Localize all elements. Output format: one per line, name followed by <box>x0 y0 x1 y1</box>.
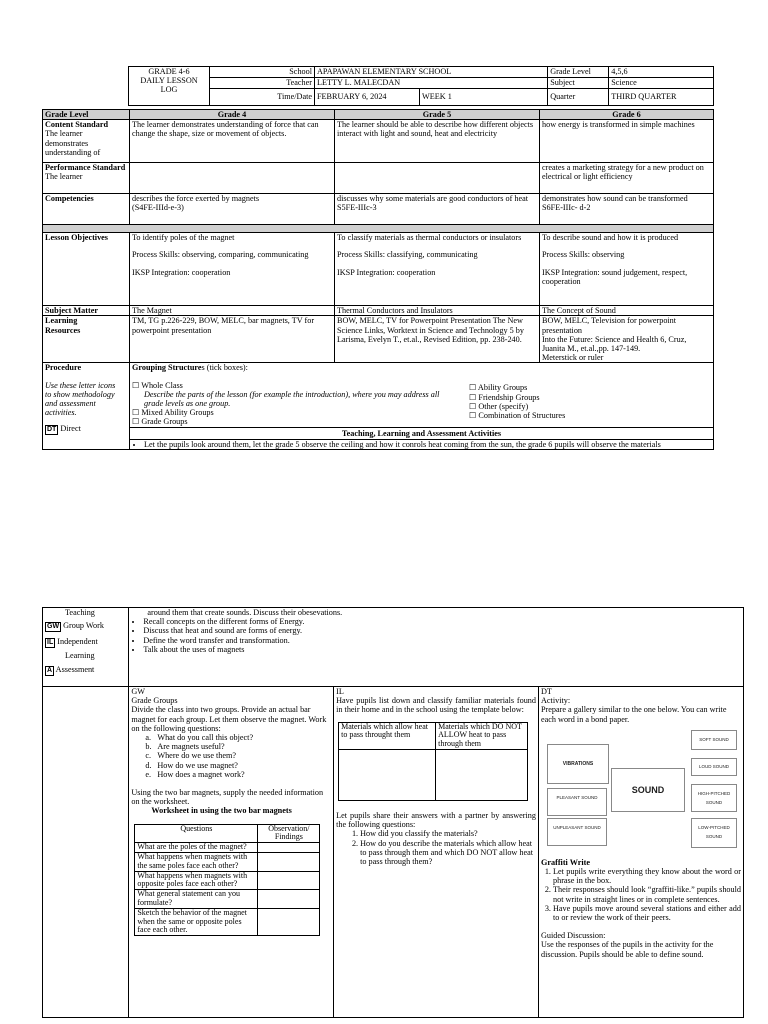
other-checkbox[interactable]: ☐ Other (specify) <box>469 401 529 411</box>
header-table <box>128 66 714 106</box>
grade4-activity <box>129 687 334 1018</box>
methodology-legend <box>43 608 129 687</box>
whole-class-checkbox[interactable]: ☐ Whole Class <box>132 380 183 390</box>
grade5-activity <box>334 687 539 1018</box>
objectives-g5: To classify materials as thermal conductors or insulators Process Skills: classifying, communicating IKSP Integration: cooperation <box>335 233 540 306</box>
grouping-options-right <box>469 383 565 420</box>
teacher-value: LETTY L. MALECDAN <box>315 78 548 89</box>
il-badge-icon: IL <box>47 639 54 647</box>
g4-title: Grade Groups <box>131 696 178 706</box>
grouping-title: Grouping Structures (tick boxes): <box>132 363 248 373</box>
list-item: 2. How do you describe the materials which allow heat to pass through them and which DO NOT allow heat to pass through them? <box>360 839 536 867</box>
time-label: Time/Date <box>210 89 315 106</box>
g6-code: DT <box>541 687 552 696</box>
g5-intro: Have pupils list down and classify familiar materials found in their home and in the school using the template below: <box>336 696 536 715</box>
grade5-head: Grade 5 <box>335 110 540 120</box>
subject-value: Science <box>609 78 714 89</box>
graffiti-steps <box>541 867 741 922</box>
grade-level-head: Grade Level <box>43 110 130 120</box>
list-item: 2. Their responses should look “graffiti-like.” pupils should not write in straight lines or in complete sentences. <box>553 885 741 903</box>
subject-matter-label: Subject Matter <box>43 306 130 316</box>
competencies-g5: discusses why some materials are good conductors of heat S5FE-IIIc-3 <box>335 194 540 225</box>
week-value: WEEK 1 <box>420 89 548 106</box>
resources-label: Learning Resources <box>43 316 130 363</box>
content-standard-label: Content Standard The learner demonstrates understanding of <box>43 120 130 163</box>
dt-badge-icon: DT <box>47 426 57 434</box>
list-item: 3. Have pupils move around several stations and either add to or review the work of their peers. <box>553 904 741 922</box>
graffiti-title: Graffiti Write <box>541 857 591 867</box>
table-row: What general statement can you formulate? <box>135 890 258 909</box>
gw-legend: GW Group Work <box>47 621 104 631</box>
procedure-note: Use these letter icons to show methodology and assessment activities. <box>45 380 116 418</box>
grade4-head: Grade 4 <box>130 110 335 120</box>
objectives-label: Lesson Objectives <box>43 233 130 306</box>
gw-badge-icon: GW <box>47 623 60 631</box>
resources-g5: BOW, MELC, TV for Powerpoint Presentation The New Science Links, Worktext in Science and Technology 5 by Larisma, Evelyn T., et.al., Revised Edition, pp. 238-240. <box>335 316 540 363</box>
g4-supply: Using the two bar magnets, supply the needed information on the worksheet. <box>131 788 324 807</box>
gallery-sound: SOUND <box>611 768 685 812</box>
answer-cell[interactable] <box>258 890 320 909</box>
ws-head-questions: Questions <box>135 824 258 843</box>
grade-groups-checkbox[interactable]: ☐ Grade Groups <box>132 417 188 427</box>
guided-title: Guided Discussion: <box>541 931 606 941</box>
continuation-line: around them that create sounds. Discuss their obesevations. <box>147 608 343 617</box>
list-item: 1. Let pupils write everything they know about the word or phrase in the box. <box>553 867 741 885</box>
g5-template-table <box>338 722 528 801</box>
gallery-low: LOW-PITCHED SOUND <box>691 818 737 848</box>
ws-head-observation: Observation/ Findings <box>258 824 320 843</box>
table-row: What happens when magnets with opposite poles face each other? <box>135 871 258 890</box>
grouping-cell <box>130 363 714 427</box>
content-standard-g4: The learner demonstrates understanding of force that can change the shape, size or movement of objects. <box>130 120 335 163</box>
page2-table <box>42 607 744 1018</box>
a-legend: A Assessment <box>47 665 95 675</box>
empty-left-cell <box>43 687 129 1018</box>
mixed-ability-checkbox[interactable]: ☐ Mixed Ability Groups <box>132 408 214 418</box>
quarter-label: Quarter <box>548 89 609 106</box>
whole-class-desc: Describe the parts of the lesson (for example the introduction), where you may address all grade levels as one group. <box>144 389 440 409</box>
competencies-g6: demonstrates how sound can be transformed S6FE-IIIc- d-2 <box>540 194 714 225</box>
procedure-label: Procedure <box>45 363 82 373</box>
competencies-g4: describes the force exerted by magnets (S4FE-IIId-e-3) <box>130 194 335 225</box>
performance-standard-label: Performance Standard The learner <box>43 163 130 194</box>
content-standard-g5: The learner should be able to describe how different objects interact with light and sound, heat and electricity <box>335 120 540 163</box>
a-badge-icon: A <box>47 667 53 675</box>
g5-head-allow: Materials which allow heat to pass throught them <box>339 722 436 749</box>
dll-title: GRADE 4-6 DAILY LESSON LOG <box>129 67 210 106</box>
il-label-2: Learning <box>65 651 95 661</box>
resources-g6: BOW, MELC, Television for powerpoint presentation Into the Future: Science and Health 6, Cruz, Juanita M., et.al.,pp. 147-149. Meterstick or ruler <box>540 316 714 363</box>
g5-answer-not-allow[interactable] <box>436 750 528 801</box>
table-row: What are the poles of the magnet? <box>135 843 258 853</box>
teaching-label: Teaching <box>65 608 95 617</box>
g4-intro: Divide the class into two groups. Provide an actual bar magnet for each group. Let them observe the magnet. Work on the following questions: <box>131 705 327 733</box>
dt-legend: DT Direct <box>47 424 81 434</box>
answer-cell[interactable] <box>258 908 320 935</box>
subject-matter-g4: The Magnet <box>130 306 335 316</box>
competencies-label: Competencies <box>43 194 130 225</box>
subject-label: Subject <box>548 78 609 89</box>
bullet-item: • Define the word transfer and transformation. <box>143 636 741 645</box>
tla-title: Teaching, Learning and Assessment Activities <box>130 427 714 439</box>
bullet-item: • Talk about the uses of magnets <box>143 645 741 654</box>
table-row: What happens when magnets with the same poles face each other? <box>135 853 258 872</box>
gallery-soft: SOFT SOUND <box>691 730 737 750</box>
g6-activity-label: Activity: <box>541 696 571 706</box>
ability-groups-checkbox[interactable]: ☐ Ability Groups <box>469 383 528 393</box>
bullet-item: • Recall concepts on the different forms of Energy. <box>143 617 741 626</box>
grade6-head: Grade 6 <box>540 110 714 120</box>
answer-cell[interactable] <box>258 843 320 853</box>
combination-checkbox[interactable]: ☐ Combination of Structures <box>469 411 566 421</box>
continuation-cell <box>129 608 744 687</box>
g5-head-not-allow: Materials which DO NOT ALLOW heat to pass through them <box>436 722 528 749</box>
performance-standard-g6: creates a marketing strategy for a new product on electrical or light efficiency <box>540 163 714 194</box>
gallery-pleasant: PLEASANT SOUND <box>547 788 607 816</box>
subject-matter-g6: The Concept of Sound <box>540 306 714 316</box>
friendship-groups-checkbox[interactable]: ☐ Friendship Groups <box>469 392 540 402</box>
grade-level-value: 4,5,6 <box>609 67 714 78</box>
grade-level-label: Grade Level <box>548 67 609 78</box>
performance-standard-g5 <box>335 163 540 194</box>
school-label: School <box>210 67 315 78</box>
g5-question-list <box>336 829 536 866</box>
objectives-g6: To describe sound and how it is produced Process Skills: observing IKSP Integration: sound judgement, respect, cooperation <box>540 233 714 306</box>
tla-bullet: • Let the pupils look around them, let the grade 5 observe the ceiling and how it conrols heat coming from the sun, the grade 6 pupils will observe the materials <box>144 440 711 449</box>
gallery-vibrations: VIBRATIONS <box>547 744 609 784</box>
sound-gallery <box>541 728 741 854</box>
g4-code: GW <box>131 687 145 696</box>
g4-question-list: a. What do you call this object? b. Are magnets useful? c. Where do we use them? d. How do we use magnet? e. How does a magnet work? <box>145 733 254 779</box>
answer-cell[interactable] <box>258 853 320 872</box>
il-legend: IL Independent <box>47 637 98 647</box>
table-row: Sketch the behavior of the magnet when the same or opposite poles face each other. <box>135 908 258 935</box>
subject-matter-g5: Thermal Conductors and Insulators <box>335 306 540 316</box>
resources-g4: TM, TG p.226-229, BOW, MELC, bar magnets, TV for powerpoint presentation <box>130 316 335 363</box>
performance-standard-g4 <box>130 163 335 194</box>
answer-cell[interactable] <box>258 871 320 890</box>
school-value: APAPAWAN ELEMENTARY SCHOOL <box>315 67 548 78</box>
g5-answer-allow[interactable] <box>339 750 436 801</box>
content-standard-g6: how energy is transformed in simple machines <box>540 120 714 163</box>
quarter-value: THIRD QUARTER <box>609 89 714 106</box>
g4-worksheet-title: Worksheet in using the two bar magnets <box>151 806 292 816</box>
g6-intro: Prepare a gallery similar to the one below. You can write each word in a bond paper. <box>541 705 727 724</box>
procedure-label-cell <box>43 363 130 449</box>
date-value: FEBRUARY 6, 2024 <box>315 89 420 106</box>
guided-text: Use the responses of the pupils in the activity for the discussion. Pupils should be able to define sound. <box>541 940 714 959</box>
grade6-activity <box>539 687 744 1018</box>
gallery-loud: LOUD SOUND <box>691 758 737 776</box>
gallery-high: HIGH-PITCHED SOUND <box>691 784 737 812</box>
bullet-item: • Discuss that heat and sound are forms of energy. <box>143 626 741 635</box>
gallery-unpleasant: UNPLEASANT SOUND <box>547 818 607 846</box>
tla-bullet-cell <box>130 439 714 449</box>
g4-worksheet-table <box>134 824 320 937</box>
separator-row <box>43 225 714 233</box>
g5-code: IL <box>336 687 344 696</box>
objectives-g4: To identify poles of the magnet Process Skills: observing, comparing, communicating IKSP Integration: cooperation <box>130 233 335 306</box>
g5-share: Let pupils share their answers with a partner by answering the following questions: <box>336 811 536 830</box>
main-table <box>42 109 714 450</box>
teacher-label: Teacher <box>210 78 315 89</box>
list-item: 1. How did you classify the materials? <box>360 829 536 838</box>
